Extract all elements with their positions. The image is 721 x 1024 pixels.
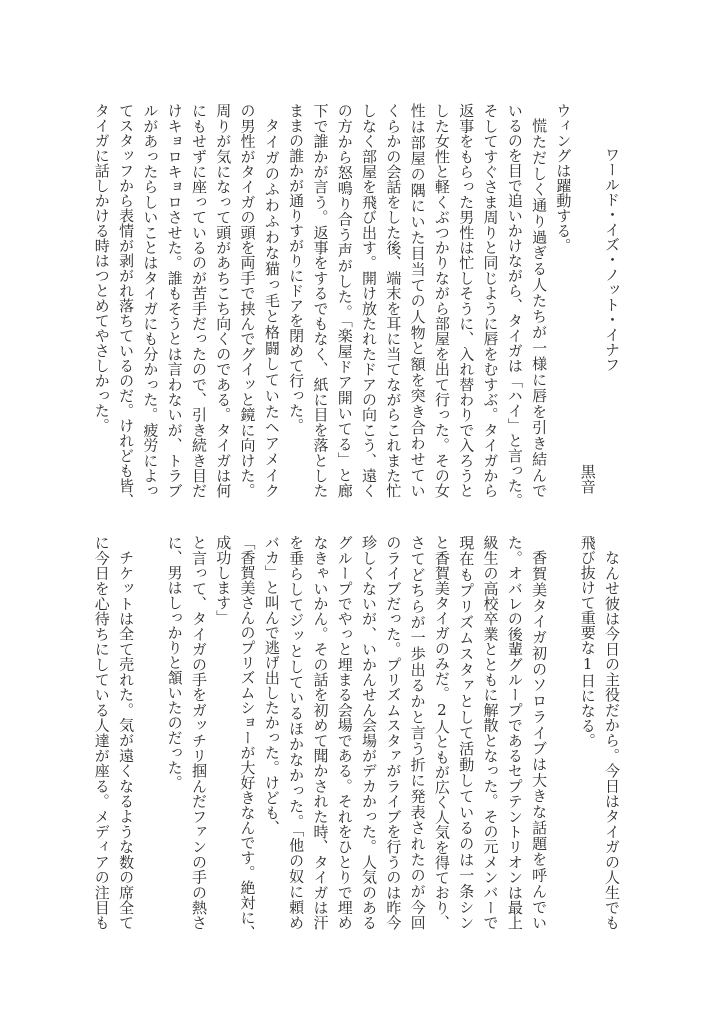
text-column: グループでやっと埋まる会場である。それをひとりで埋め	[335, 535, 354, 930]
text-column: にもせずに座っているのが苦手だったので、引き続き目だ	[189, 103, 208, 499]
text-column: なんせ彼は今日の主役だから。今日はタイガの人生でも	[603, 550, 621, 930]
text-column: と言って、タイガの手をガッチリ掴んだファンの手の熱さ	[189, 535, 208, 930]
text-column: さてどちらが一歩出るかと言う折に発表されたのが今回	[408, 535, 427, 930]
upper-text-block	[89, 103, 624, 508]
text-column: と香賀美タイガのみだ。2人ともが広く人気を得ており、	[432, 535, 451, 930]
text-column: ウィングは躍動する。	[554, 103, 573, 253]
text-column: に今日を心待ちにしている人達が座る。メディアの注目も	[92, 535, 111, 930]
text-column: いるのを目で追いかけながら、タイガは「ハイ」と言った。	[505, 103, 524, 508]
text-column: チケットは全て売れた。気が遠くなるような数の席全て	[117, 550, 136, 930]
text-column: 飛び抜けて重要な1日になる。	[578, 535, 597, 748]
text-column: 香賀美タイガ初のソロライブは大きな話題を呼んでい	[530, 550, 549, 930]
text-column: た。オバレの後輩グループであるセプテントリオンは最上	[505, 535, 524, 930]
text-column: てスタッフから表情が剥がれ落ちているのだ。けれども皆、	[117, 103, 136, 508]
text-column: ままの誰かが通りすがりにドアを閉めて行った。	[287, 103, 306, 433]
paragraph-spacer	[138, 535, 162, 930]
author-name: 黒音	[578, 464, 597, 494]
text-column: のライブだった。プリズムスタァがライブを行うのは昨今	[384, 535, 403, 930]
text-column: けキョロキョロさせた。誰もそうとは言わないが、トラブ	[165, 103, 184, 499]
text-column: した女性と軽くぶつかりながら部屋を出て行った。その女	[432, 103, 451, 499]
lower-text-block	[89, 535, 624, 940]
text-column: タイガに話しかける時はつとめてやさしかった。	[92, 103, 111, 433]
text-column: タイガのふわふわな猫っ毛と格闘していたヘアメイク	[262, 118, 281, 498]
dialogue-column: 成功します」	[214, 535, 233, 625]
text-column: を垂らしてジッとしているほかなかった。「他の奴に頼め	[287, 535, 306, 930]
text-column: 級生の高校卒業とともに解散となった。その元メンバーで	[481, 535, 500, 930]
text-column: 珍しくないが、いかんせん会場がデカかった。人気のある	[360, 535, 379, 930]
text-column: の方から怒鳴り合う声がした。「楽屋ドア開いてる」と廊	[335, 103, 354, 498]
text-column: の男性がタイガの頭を両手で挟んでグイッと鏡に向けた。	[238, 103, 257, 499]
text-column: バカ」と叫んで逃げ出したかった。けども、	[262, 535, 281, 835]
text-column: そしてすぐさま周りと同じように唇をむすぶ。タイガから	[481, 103, 500, 498]
text-column: くらかの会話をした後、端末を耳に当てながらこれまた忙	[384, 103, 403, 498]
text-column: なきゃいかん。その話を初めて聞かされた時、タイガは汗	[311, 535, 330, 930]
text-column: 返事をもらった男性は忙しそうに、入れ替わりで入ろうと	[457, 103, 476, 499]
dialogue-column: 「香賀美さんのプリズムショーが大好きなんです。絶対に、	[238, 535, 257, 940]
text-column: 現在もプリズムスタァとして活動しているのは一条シン	[457, 535, 476, 930]
text-column: しなく部屋を飛び出す。開け放たれたドアの向こう、遠く	[360, 103, 379, 498]
document-title: ワールド・イズ・ノット・イナフ	[603, 147, 621, 372]
text-column: 性は部屋の隅にいた目当ての人物と額を突き合わせてい	[408, 103, 427, 498]
paragraph-spacer	[551, 535, 575, 930]
text-column: ルがあったらしいことはタイガにも分かった。疲労によっ	[141, 103, 160, 498]
text-column: 下で誰かが言う。返事をするでもなく、紙に目を落とした	[311, 103, 330, 499]
text-column: 慌ただしく通り過ぎる人たちが一様に唇を引き結んで	[530, 118, 549, 499]
text-column: に、男はしっかりと頷いたのだった。	[165, 535, 184, 790]
text-column: 周りが気になって頭があちこち向くのである。タイガは何	[214, 103, 233, 498]
